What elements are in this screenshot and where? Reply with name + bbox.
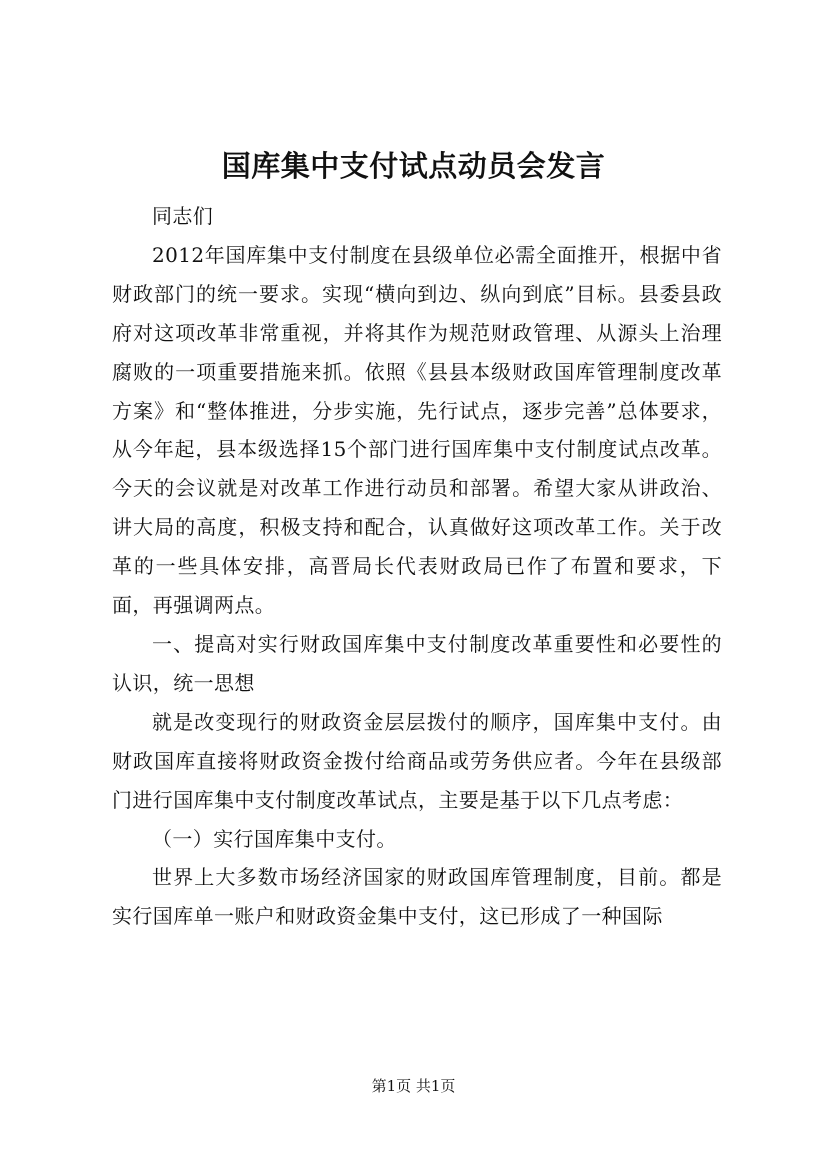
salutation-paragraph: 同志们 <box>152 204 214 228</box>
document-title: 国库集中支付试点动员会发言 <box>221 149 606 183</box>
body-paragraph: 世界上大多数市场经济国家的财政国库管理制度，目前。都是实行国库单一账户和财政资金集中支付，这已形成了一种国际 <box>112 865 722 929</box>
document-body <box>112 197 722 936</box>
page-number-footer: 第1页 共1页 <box>371 1077 456 1095</box>
section-heading: 一、提高对实行财政国库集中支付制度改革重要性和必要性的认识，统一思想 <box>112 631 722 695</box>
body-paragraph: 就是改变现行的财政资金层层拨付的顺序，国库集中支付。由财政国库直接将财政资金拨付给商品或劳务供应者。今年在县级部门进行国库集中支付制度改革试点，主要是基于以下几点考虑： <box>112 709 722 812</box>
subsection-heading: （一）实行国库集中支付。 <box>152 826 397 851</box>
body-paragraph: 2012年国库集中支付制度在县级单位必需全面推开，根据中省财政部门的统一要求。实现“横向到边、纵向到底”目标。县委县政府对这项改革非常重视，并将其作为规范财政管理、从源头上治理腐败的一项重要措施来抓。依照《县县本级财政国库管理制度改革方案》和“整体推进，分步实施，先行试点，逐步完善”总体要求，从今年起，县本级选择15个部门进行国库集中支付制度试点改革。今天的会议就是对改革工作进行动员和部署。希望大家从讲政治、讲大局的高度，积极支持和配合，认真做好这项改革工作。关于改革的一些具体安排，高晋局长代表财政局已作了布置和要求，下面，再强调两点。 <box>112 242 722 618</box>
